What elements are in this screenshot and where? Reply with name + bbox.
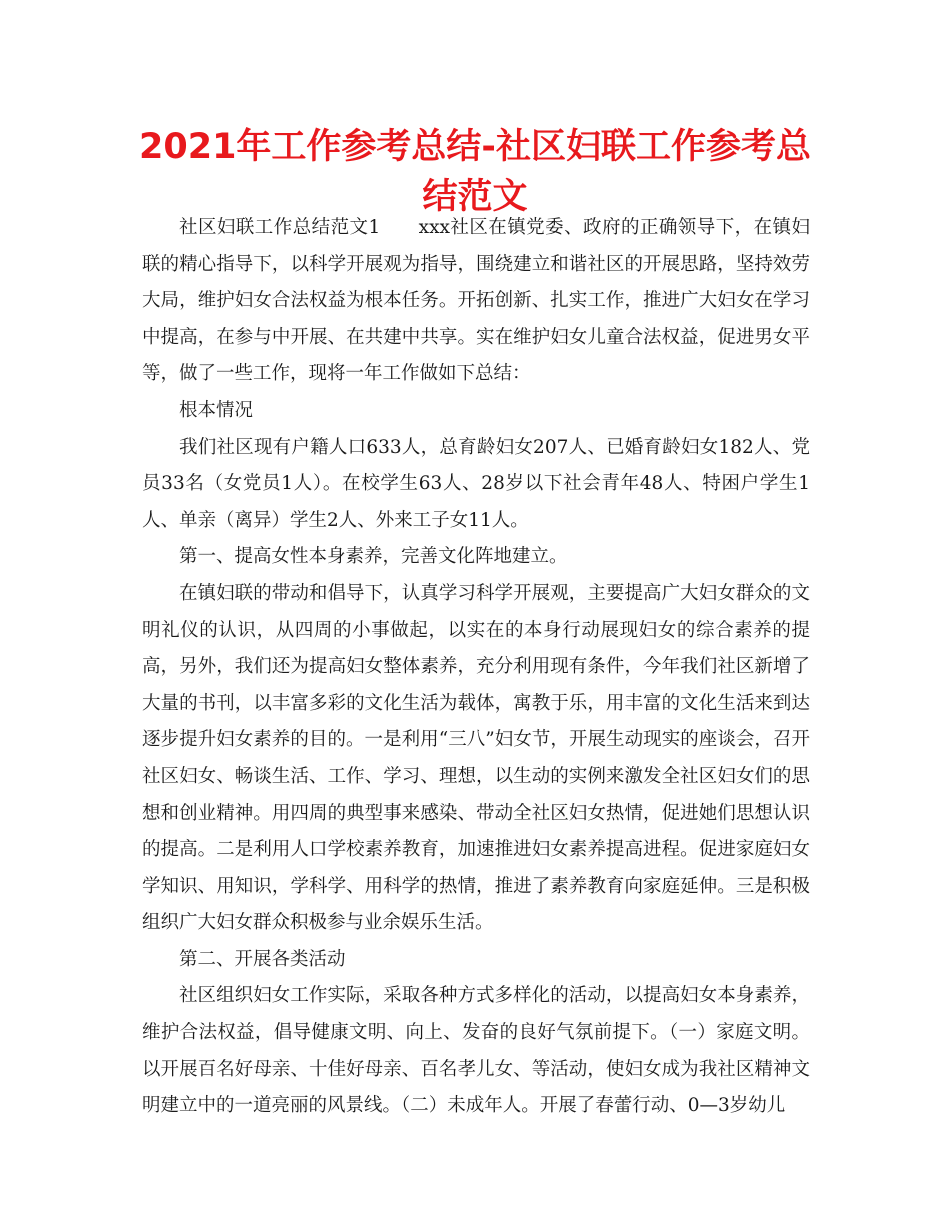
section-heading-first: 第一、提高女性本身素养，完善文化阵地建立。 bbox=[179, 546, 568, 568]
paragraph-intro: 社区妇联工作总结范文1 xxx社区在镇党委、政府的正确领导下，在镇妇联的精心指导下，以科学开展观为指导，围绕建立和谐社区的开展思路，坚持效劳大局，维护妇女合法权益为根本任务。开拓创新、扎实工作，推进广大妇女在学习中提高，在参与中开展、在共建中共享。实在维护妇女儿童合法权益，促进男女平等，做了一些工作，现将一年工作做如下总结： bbox=[142, 217, 810, 385]
paragraph-population: 我们社区现有户籍人口633人，总育龄妇女207人、已婚育龄妇女182人、党员33名（女党员1人）。在校学生63人、28岁以下社会青年48人、特困户学生1人、单亲（离异）学生2人、外来工子女11人。 bbox=[142, 436, 810, 531]
document-title: 2021年工作参考总结-社区妇联工作参考总结范文 bbox=[139, 127, 811, 217]
document-body bbox=[142, 210, 810, 1125]
paragraph-quality: 在镇妇联的带动和倡导下，认真学习科学开展观，主要提高广大妇女群众的文明礼仪的认识，从四周的小事做起，以实在的本身行动展现妇女的综合素养的提高，另外，我们还为提高妇女整体素养，充分利用现有条件，今年我们社区新增了大量的书刊，以丰富多彩的文化生活为载体，寓教于乐，用丰富的文化生活来到达逐步提升妇女素养的目的。一是利用“三八”妇女节，开展生动现实的座谈会，召开社区妇女、畅谈生活、工作、学习、理想，以生动的实例来激发全社区妇女们的思想和创业精神。用四周的典型事来感染、带动全社区妇女热情，促进她们思想认识的提高。二是利用人口学校素养教育，加速推进妇女素养提高进程。促进家庭妇女学知识、用知识，学科学、用科学的热情，推进了素养教育向家庭延伸。三是积极组织广大妇女群众积极参与业余娱乐生活。 bbox=[142, 582, 810, 934]
section-heading-second: 第二、开展各类活动 bbox=[179, 948, 346, 970]
section-heading-basic: 根本情况 bbox=[179, 399, 254, 421]
paragraph-activities: 社区组织妇女工作实际，采取各种方式多样化的活动，以提高妇女本身素养，维护合法权益，倡导健康文明、向上、发奋的良好气氛前提下。（一）家庭文明。以开展百名好母亲、十佳好母亲、百名孝儿女、等活动，使妇女成为我社区精神文明建立中的一道亮丽的风景线。（二）未成年人。开展了春蕾行动、0—3岁幼儿 bbox=[142, 985, 810, 1117]
